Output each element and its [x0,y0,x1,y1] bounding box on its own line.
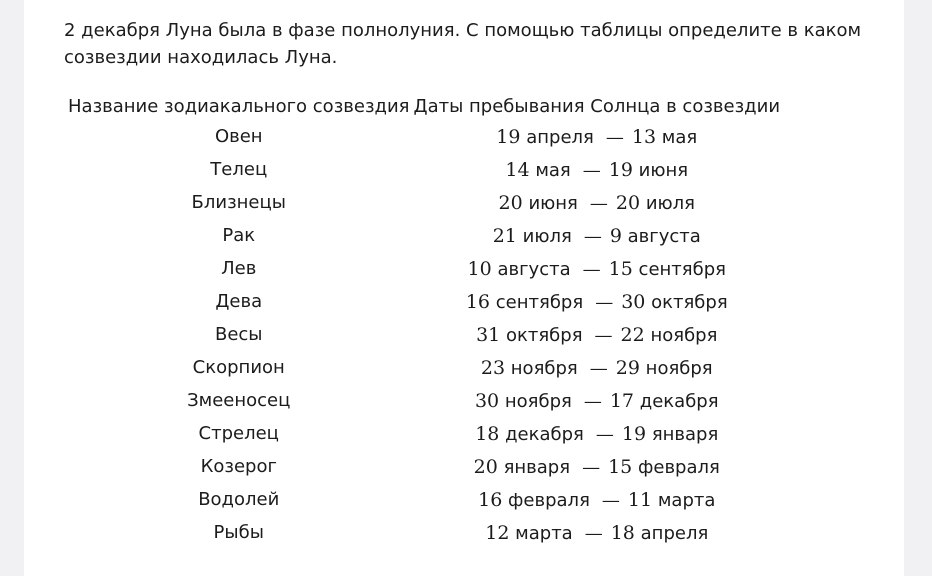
from-month: сентября [495,291,584,313]
from-month: февраля [508,489,590,511]
to-day: 30 [621,290,646,313]
range-dash: — [605,126,624,148]
table-row [66,252,782,285]
from-month: ноября [510,357,578,379]
constellation-name: Телец [210,159,268,180]
constellation-name: Дева [215,291,263,312]
to-month: ноября [650,324,718,346]
to-month: февраля [637,456,720,478]
from-month: ноября [504,390,572,412]
sun-date-range [412,285,783,318]
constellation-name: Лев [221,258,257,279]
to-day: 20 [615,191,641,214]
from-month: января [503,456,571,478]
table-row [66,186,782,219]
from-day: 30 [474,389,500,412]
to-day: 19 [621,422,647,445]
table-row [66,417,782,450]
from-month: августа [497,258,571,280]
table-header-row [66,92,782,120]
header-constellation-name: Название зодиакального созвездия [68,95,410,117]
to-month: июня [638,159,689,181]
header-sun-dates: Даты пребывания Солнца в созвездии [413,95,781,117]
to-month: мая [661,126,698,148]
from-day: 16 [465,290,491,313]
range-dash: — [594,324,613,346]
question-text: 2 декабря Луна была в фазе полнолуния. С помощью таблицы определите в каком созвездии находилась Луна. [64,20,862,68]
range-dash: — [589,192,608,214]
table-row [66,450,782,483]
to-month: июля [645,192,695,214]
table-row [66,516,782,549]
to-day: 11 [627,488,653,511]
constellation-name: Скорпион [192,357,285,378]
from-day: 31 [476,323,501,346]
table-row [66,351,782,384]
range-dash: — [601,489,620,511]
constellation-name: Змееносец [187,390,291,411]
from-day: 20 [473,455,498,478]
from-month: июля [522,225,572,247]
table-row [66,120,782,153]
to-day: 9 [609,224,622,247]
from-day: 10 [467,257,492,280]
constellation-name: Рак [222,225,256,246]
constellation-name: Водолей [198,489,280,510]
to-month: августа [627,225,701,247]
range-dash: — [595,291,614,313]
sun-date-range [412,351,783,384]
sun-date-range [412,153,783,186]
from-day: 18 [475,422,500,445]
to-month: ноября [645,357,713,379]
to-day: 19 [608,158,633,181]
from-month: марта [515,522,573,544]
from-month: апреля [526,126,594,148]
to-month: апреля [640,522,709,544]
to-day: 29 [615,356,640,379]
constellation-name: Рыбы [213,522,264,543]
to-month: сентября [638,258,726,280]
to-day: 22 [620,323,645,346]
range-dash: — [583,225,602,247]
range-dash: — [589,357,608,379]
from-day: 19 [496,125,521,148]
table-row [66,219,782,252]
from-month: октября [505,324,583,346]
constellation-name: Овен [214,126,263,147]
to-month: декабря [639,390,719,412]
table-row [66,285,782,318]
to-day: 18 [610,521,635,544]
table-row [66,318,782,351]
table-row [66,483,782,516]
constellation-name: Близнецы [191,192,286,213]
zodiac-table [66,92,782,549]
from-day: 23 [480,356,506,379]
range-dash: — [582,456,601,478]
table-body [66,120,782,549]
from-month: мая [535,159,571,181]
sun-date-range [412,384,783,417]
sun-date-range [412,120,783,153]
to-day: 15 [608,257,633,280]
from-day: 12 [485,521,510,544]
sun-date-range [412,417,783,450]
range-dash: — [595,423,614,445]
to-day: 13 [631,125,657,148]
from-day: 16 [478,488,503,511]
range-dash: — [582,159,601,181]
table-row [66,384,782,417]
constellation-name: Козерог [200,456,277,477]
from-day: 14 [505,158,530,181]
to-month: марта [657,489,716,511]
range-dash: — [583,390,602,412]
to-month: октября [651,291,728,313]
to-day: 17 [609,389,635,412]
from-month: декабря [505,423,584,445]
to-month: января [651,423,719,445]
to-day: 15 [608,455,633,478]
sun-date-range [412,483,783,516]
constellation-name: Весы [214,324,263,345]
sun-date-range [412,219,783,252]
content-card [24,0,904,576]
from-day: 20 [498,191,523,214]
sun-date-range [412,318,783,351]
range-dash: — [582,258,601,280]
sun-date-range [412,186,783,219]
from-month: июня [528,192,578,214]
from-day: 21 [492,224,517,247]
constellation-name: Стрелец [198,423,279,444]
sun-date-range [412,252,783,285]
sun-date-range [412,450,783,483]
range-dash: — [584,522,603,544]
sun-date-range [412,516,783,549]
table-row [66,153,782,186]
